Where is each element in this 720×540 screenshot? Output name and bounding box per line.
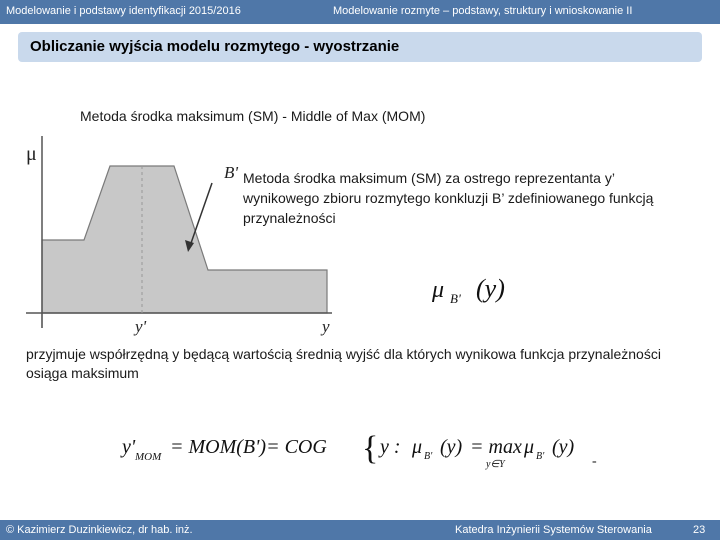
set-brace: { (362, 430, 379, 467)
y-prime-label: y' (135, 317, 147, 336)
mu1: μ (412, 436, 423, 458)
footer-bar (0, 520, 720, 540)
page-number: 23 (693, 524, 706, 536)
slide-title: Obliczanie wyjścia modelu rozmytego - wyostrzanie (30, 38, 400, 55)
mu2-arg: (y) (552, 436, 575, 458)
lhs-sub: MOM (135, 451, 162, 463)
mu1-arg: (y) (440, 436, 463, 458)
mom-formula (118, 425, 608, 475)
membership-figure (22, 128, 367, 343)
mom-explanation: przyjmuje współrzędną y będącą wartością średnią wyjść dla których wynikowa funkcja przynależności osiąga maksimum (26, 346, 661, 381)
mom-cog-part: = MOM(B')= COG (170, 436, 327, 458)
max-subscript: y∈Y (486, 459, 505, 470)
set-variable: y : (380, 436, 401, 458)
trailing-mark: - (592, 454, 597, 469)
mu2-sub: B' (536, 451, 545, 462)
header-lecture-title: Modelowanie rozmyte – podstawy, struktury i wnioskowanie II (333, 5, 633, 17)
mu2: μ (524, 436, 535, 458)
footer-department: Katedra Inżynierii Systemów Sterowania (455, 524, 652, 536)
mu1-sub: B' (424, 451, 433, 462)
header-course-title: Modelowanie i podstawy identyfikacji 2015/2016 (6, 5, 241, 17)
fuzzy-set-label: B' (224, 163, 239, 182)
y-label: y (322, 317, 330, 336)
mu-axis-label: μ (26, 143, 37, 165)
max-operator: = max (470, 436, 522, 458)
slide-title-bar (18, 32, 702, 62)
lhs-y: y' (122, 436, 136, 458)
method-description: Metoda środka maksimum (SM) za ostrego reprezentanta y’ wynikowego zbioru rozmytego konkluzji B’ zdefiniowanego funkcją przynależności (243, 170, 654, 226)
mu-symbol: μ (432, 277, 445, 303)
header-bar (0, 0, 720, 24)
method-subtitle: Metoda środka maksimum (SM) - Middle of Max (MOM) (80, 108, 426, 124)
membership-function-formula (430, 265, 530, 310)
mu-argument: (y) (476, 274, 505, 303)
footer-author: © Kazimierz Duzinkiewicz, dr hab. inż. (6, 524, 193, 536)
mu-subscript: B' (450, 291, 461, 306)
